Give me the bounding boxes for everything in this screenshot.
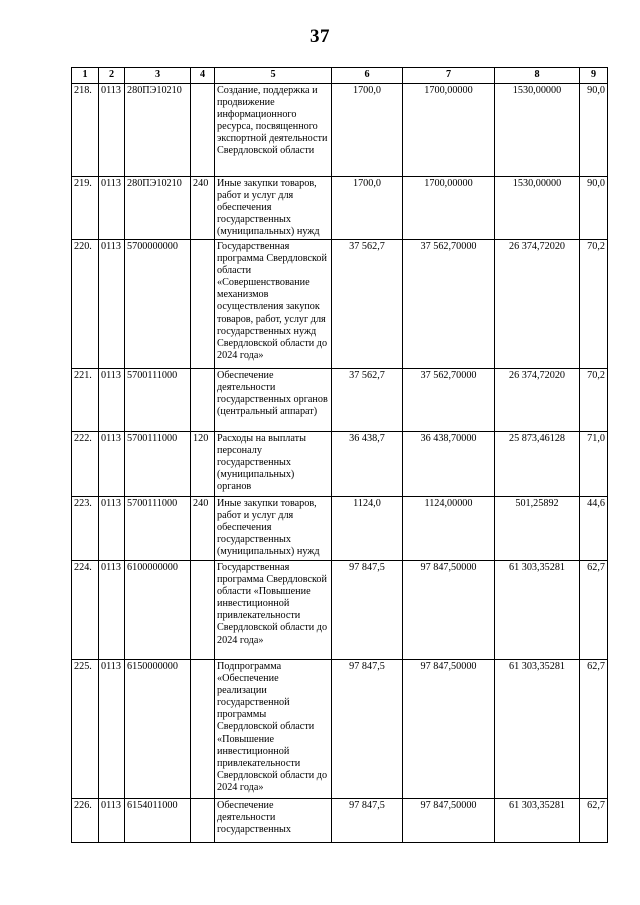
planned-amount: 36 438,7 <box>332 432 403 497</box>
row-number: 224. <box>72 561 99 660</box>
row-number: 219. <box>72 177 99 240</box>
header-cell: 3 <box>125 68 191 84</box>
header-cell: 9 <box>580 68 608 84</box>
section-code: 0113 <box>99 561 125 660</box>
executed-amount: 61 303,35281 <box>495 561 580 660</box>
execution-percent: 44,6 <box>580 497 608 561</box>
executed-amount: 1530,00000 <box>495 84 580 177</box>
table-row <box>72 369 608 432</box>
execution-percent: 62,7 <box>580 799 608 843</box>
header-cell: 8 <box>495 68 580 84</box>
header-cell: 4 <box>191 68 215 84</box>
item-name: Обеспечение деятельности государственных органов (центральный аппарат) <box>215 369 332 432</box>
table-row <box>72 84 608 177</box>
section-code: 0113 <box>99 84 125 177</box>
table-row <box>72 432 608 497</box>
target-article-code: 6154011000 <box>125 799 191 843</box>
executed-amount: 61 303,35281 <box>495 660 580 799</box>
expense-type-code <box>191 84 215 177</box>
planned-amount: 37 562,7 <box>332 240 403 369</box>
execution-percent: 70,2 <box>580 240 608 369</box>
expense-type-code: 240 <box>191 497 215 561</box>
planned-amount: 97 847,5 <box>332 660 403 799</box>
budget-table <box>71 67 608 843</box>
execution-percent: 90,0 <box>580 177 608 240</box>
table-row <box>72 177 608 240</box>
execution-percent: 70,2 <box>580 369 608 432</box>
header-cell: 1 <box>72 68 99 84</box>
target-article-code: 280ПЭ10210 <box>125 84 191 177</box>
execution-percent: 71,0 <box>580 432 608 497</box>
table-row <box>72 561 608 660</box>
approved-amount: 97 847,50000 <box>403 660 495 799</box>
approved-amount: 1124,00000 <box>403 497 495 561</box>
execution-percent: 90,0 <box>580 84 608 177</box>
section-code: 0113 <box>99 660 125 799</box>
executed-amount: 61 303,35281 <box>495 799 580 843</box>
item-name: Создание, поддержка и продвижение информационного ресурса, посвященного экспортной деятельности Свердловской области <box>215 84 332 177</box>
expense-type-code <box>191 240 215 369</box>
item-name: Расходы на выплаты персоналу государственных (муниципальных) органов <box>215 432 332 497</box>
row-number: 222. <box>72 432 99 497</box>
section-code: 0113 <box>99 369 125 432</box>
row-number: 221. <box>72 369 99 432</box>
approved-amount: 37 562,70000 <box>403 240 495 369</box>
header-cell: 2 <box>99 68 125 84</box>
approved-amount: 1700,00000 <box>403 84 495 177</box>
item-name: Государственная программа Свердловской области «Совершенствование механизмов осуществления закупок товаров, работ, услуг для государственных нужд Свердловской области до 2024 года» <box>215 240 332 369</box>
executed-amount: 26 374,72020 <box>495 369 580 432</box>
planned-amount: 97 847,5 <box>332 799 403 843</box>
row-number: 220. <box>72 240 99 369</box>
expense-type-code <box>191 799 215 843</box>
approved-amount: 97 847,50000 <box>403 799 495 843</box>
item-name: Обеспечение деятельности государственных <box>215 799 332 843</box>
planned-amount: 1700,0 <box>332 177 403 240</box>
item-name: Иные закупки товаров, работ и услуг для обеспечения государственных (муниципальных) нужд <box>215 497 332 561</box>
header-cell: 6 <box>332 68 403 84</box>
header-cell: 7 <box>403 68 495 84</box>
planned-amount: 1700,0 <box>332 84 403 177</box>
expense-type-code: 240 <box>191 177 215 240</box>
section-code: 0113 <box>99 177 125 240</box>
row-number: 218. <box>72 84 99 177</box>
executed-amount: 501,25892 <box>495 497 580 561</box>
target-article-code: 280ПЭ10210 <box>125 177 191 240</box>
expense-type-code <box>191 561 215 660</box>
approved-amount: 36 438,70000 <box>403 432 495 497</box>
table-row <box>72 799 608 843</box>
target-article-code: 6100000000 <box>125 561 191 660</box>
target-article-code: 6150000000 <box>125 660 191 799</box>
target-article-code: 5700111000 <box>125 432 191 497</box>
target-article-code: 5700111000 <box>125 497 191 561</box>
approved-amount: 37 562,70000 <box>403 369 495 432</box>
expense-type-code <box>191 369 215 432</box>
planned-amount: 97 847,5 <box>332 561 403 660</box>
item-name: Иные закупки товаров, работ и услуг для обеспечения государственных (муниципальных) нужд <box>215 177 332 240</box>
row-number: 226. <box>72 799 99 843</box>
execution-percent: 62,7 <box>580 660 608 799</box>
item-name: Государственная программа Свердловской области «Повышение инвестиционной привлекательности Свердловской области до 2024 года» <box>215 561 332 660</box>
row-number: 223. <box>72 497 99 561</box>
table-row <box>72 497 608 561</box>
section-code: 0113 <box>99 497 125 561</box>
section-code: 0113 <box>99 240 125 369</box>
planned-amount: 1124,0 <box>332 497 403 561</box>
row-number: 225. <box>72 660 99 799</box>
executed-amount: 26 374,72020 <box>495 240 580 369</box>
executed-amount: 1530,00000 <box>495 177 580 240</box>
approved-amount: 1700,00000 <box>403 177 495 240</box>
item-name: Подпрограмма «Обеспечение реализации государственной программы Свердловской области «Повышение инвестиционной привлекательности Свердловской области до 2024 года» <box>215 660 332 799</box>
target-article-code: 5700111000 <box>125 369 191 432</box>
page-number: 37 <box>310 26 330 47</box>
target-article-code: 5700000000 <box>125 240 191 369</box>
table-row <box>72 240 608 369</box>
table-row <box>72 660 608 799</box>
header-row <box>72 68 608 84</box>
header-cell: 5 <box>215 68 332 84</box>
executed-amount: 25 873,46128 <box>495 432 580 497</box>
expense-type-code: 120 <box>191 432 215 497</box>
section-code: 0113 <box>99 799 125 843</box>
section-code: 0113 <box>99 432 125 497</box>
expense-type-code <box>191 660 215 799</box>
execution-percent: 62,7 <box>580 561 608 660</box>
approved-amount: 97 847,50000 <box>403 561 495 660</box>
planned-amount: 37 562,7 <box>332 369 403 432</box>
